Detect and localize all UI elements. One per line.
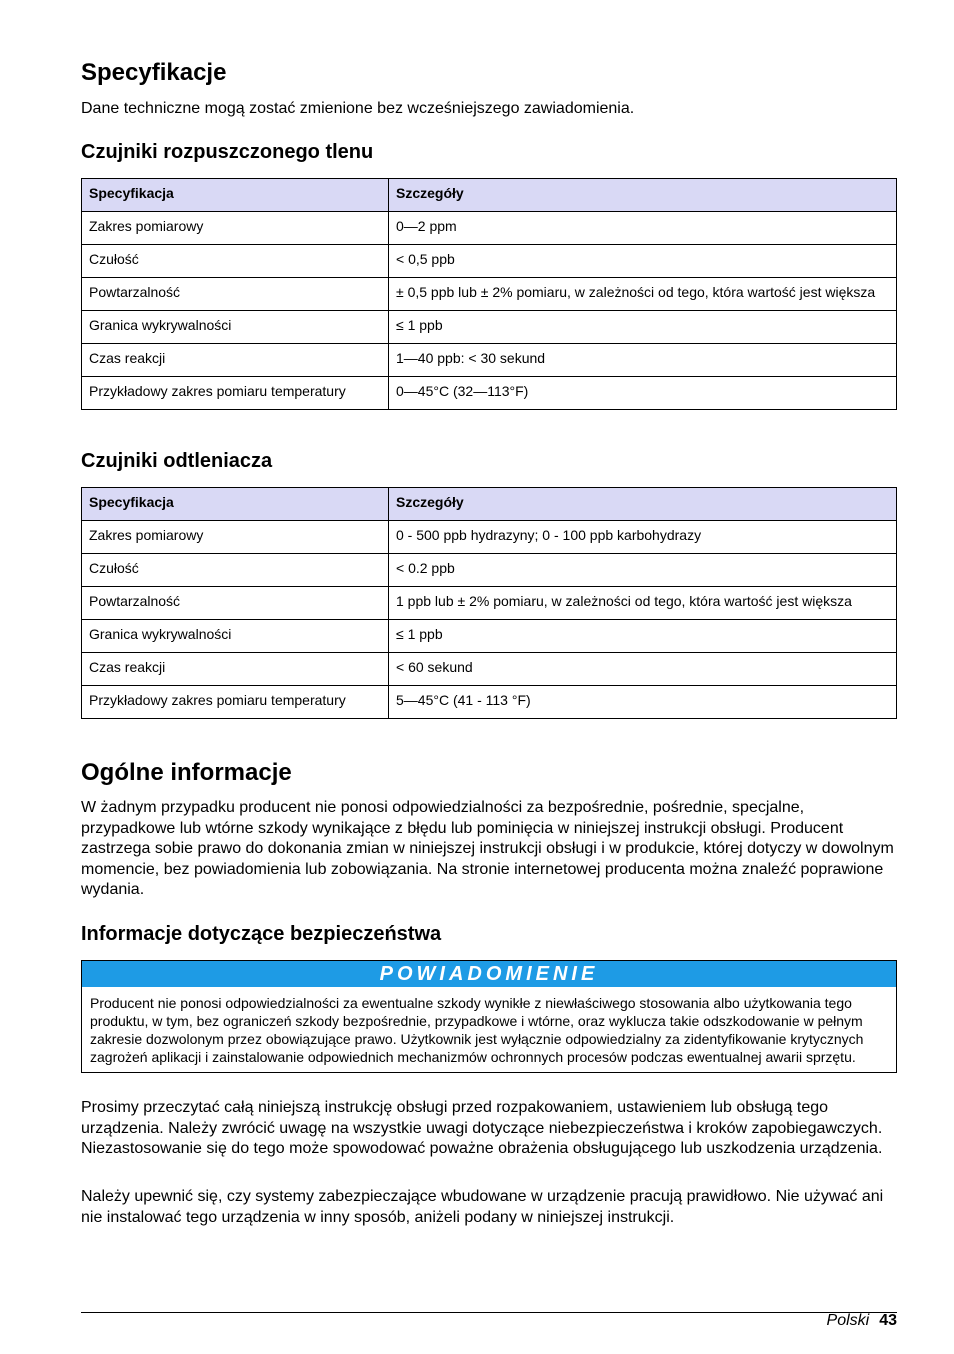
table-cell: Przykładowy zakres pomiaru temperatury xyxy=(82,377,389,410)
safety-text-2: Należy upewnić się, czy systemy zabezpieczające wbudowane w urządzenie pracują prawidłowo. Nie używać ani nie instalować tego urządzenia w inny sposób, aniżeli podany w niniejszej instrukcji. xyxy=(81,1188,884,1226)
table-cell: 0—45°C (32—113°F) xyxy=(389,377,897,410)
notice-text: Producent nie ponosi odpowiedzialności za ewentualne szkody wynikłe z niewłaściwego stosowania albo użytkowania tego produktu, w tym, bez ograniczeń szkody bezpośrednie, przypadkowe i wtórne, oraz wyklucza takie odszkodowanie w pełnym zakresie dozwolonym przez obowiązujące prawo. Użytkownik jest wyłącznie odpowiedzialny za zidentyfikowanie krytycznych zagrożeń aplikacji i zainstalowanie odpowiednich mechanizmów ochronnych procesów podczas ewentualnej awarii sprzętu. xyxy=(90,995,864,1065)
table-cell: Czas reakcji xyxy=(82,653,389,686)
table-header: Specyfikacja xyxy=(82,488,389,521)
table-row xyxy=(82,311,897,344)
table-row xyxy=(82,344,897,377)
safety-text-1: Prosimy przeczytać całą niniejszą instrukcję obsługi przed rozpakowaniem, ustawieniem lub obsługą tego urządzenia. Należy zwrócić uwagę na wszystkie uwagi dotyczące niebezpieczeństwa i kroków zapobiegawczych. Niezastosowanie się do tego może spowodować poważne obrażenia obsługującego lub uszkodzenia urządzenia. xyxy=(81,1099,883,1157)
table-cell: < 0.2 ppb xyxy=(389,554,897,587)
table-cell: Czas reakcji xyxy=(82,344,389,377)
dissolved-oxygen-table xyxy=(81,178,897,410)
table-cell: < 60 sekund xyxy=(389,653,897,686)
notice-frame xyxy=(81,960,897,1073)
footer-divider xyxy=(81,1312,897,1313)
table-cell: Granica wykrywalności xyxy=(82,311,389,344)
footer-language: Polski xyxy=(826,1312,870,1329)
heading-safety-info: Informacje dotyczące bezpieczeństwa xyxy=(81,923,442,945)
table-cell: Zakres pomiarowy xyxy=(82,521,389,554)
table-cell: 1 ppb lub ± 2% pomiaru, w zależności od tego, która wartość jest większa xyxy=(389,587,897,620)
table-row xyxy=(82,521,897,554)
heading-general-info: Ogólne informacje xyxy=(81,759,292,786)
table-header: Szczegóły xyxy=(389,488,897,521)
table-header: Szczegóły xyxy=(389,179,897,212)
table-cell: ≤ 1 ppb xyxy=(389,620,897,653)
table-cell: Zakres pomiarowy xyxy=(82,212,389,245)
page-footer xyxy=(827,1311,897,1331)
table-header-row xyxy=(82,179,897,212)
page-number: 43 xyxy=(879,1312,897,1329)
table-cell: 0—2 ppm xyxy=(389,212,897,245)
table-row xyxy=(82,377,897,410)
table-row xyxy=(82,554,897,587)
table-cell: 5—45°C (41 - 113 °F) xyxy=(389,686,897,719)
specs-intro: Dane techniczne mogą zostać zmienione bez wcześniejszego zawiadomienia. xyxy=(81,100,635,117)
heading-specs: Specyfikacje xyxy=(81,59,227,86)
table-header: Specyfikacja xyxy=(82,179,389,212)
table-cell: Powtarzalność xyxy=(82,587,389,620)
notice-title: POWIADOMIENIE xyxy=(82,961,896,987)
table-row xyxy=(82,653,897,686)
table-cell: ≤ 1 ppb xyxy=(389,311,897,344)
table-cell: 0 - 500 ppb hydrazyny; 0 - 100 ppb karbohydrazy xyxy=(389,521,897,554)
notice-box xyxy=(81,960,897,1073)
heading-dissolved-oxygen: Czujniki rozpuszczonego tlenu xyxy=(81,141,374,163)
table-cell: Granica wykrywalności xyxy=(82,620,389,653)
heading-deoxidant: Czujniki odtleniacza xyxy=(81,450,273,472)
table-row xyxy=(82,278,897,311)
table-row xyxy=(82,587,897,620)
table-header-row xyxy=(82,488,897,521)
table-cell: ± 0,5 ppb lub ± 2% pomiaru, w zależności od tego, która wartość jest większa xyxy=(389,278,897,311)
table-cell: < 0,5 ppb xyxy=(389,245,897,278)
table-row xyxy=(82,245,897,278)
table-cell: 1—40 ppb: < 30 sekund xyxy=(389,344,897,377)
table-cell: Czułość xyxy=(82,245,389,278)
table-cell: Przykładowy zakres pomiaru temperatury xyxy=(82,686,389,719)
general-info-text: W żadnym przypadku producent nie ponosi odpowiedzialności za bezpośrednie, pośrednie, specjalne, przypadkowe lub wtórne szkody wynikające z błędu lub pominięcia w niniejszej instrukcji obsługi. Producent zastrzega sobie prawo do dokonania zmian w niniejszej instrukcji obsługi i w produkcie, której dotyczy w dowolnym momencie, bez powiadomienia lub zobowiązania. Na stronie internetowej producenta można znaleźć poprawione wydania. xyxy=(81,799,894,898)
table-cell: Powtarzalność xyxy=(82,278,389,311)
table-row xyxy=(82,212,897,245)
deoxidant-table xyxy=(81,487,897,719)
table-cell: Czułość xyxy=(82,554,389,587)
table-row xyxy=(82,686,897,719)
table-row xyxy=(82,620,897,653)
